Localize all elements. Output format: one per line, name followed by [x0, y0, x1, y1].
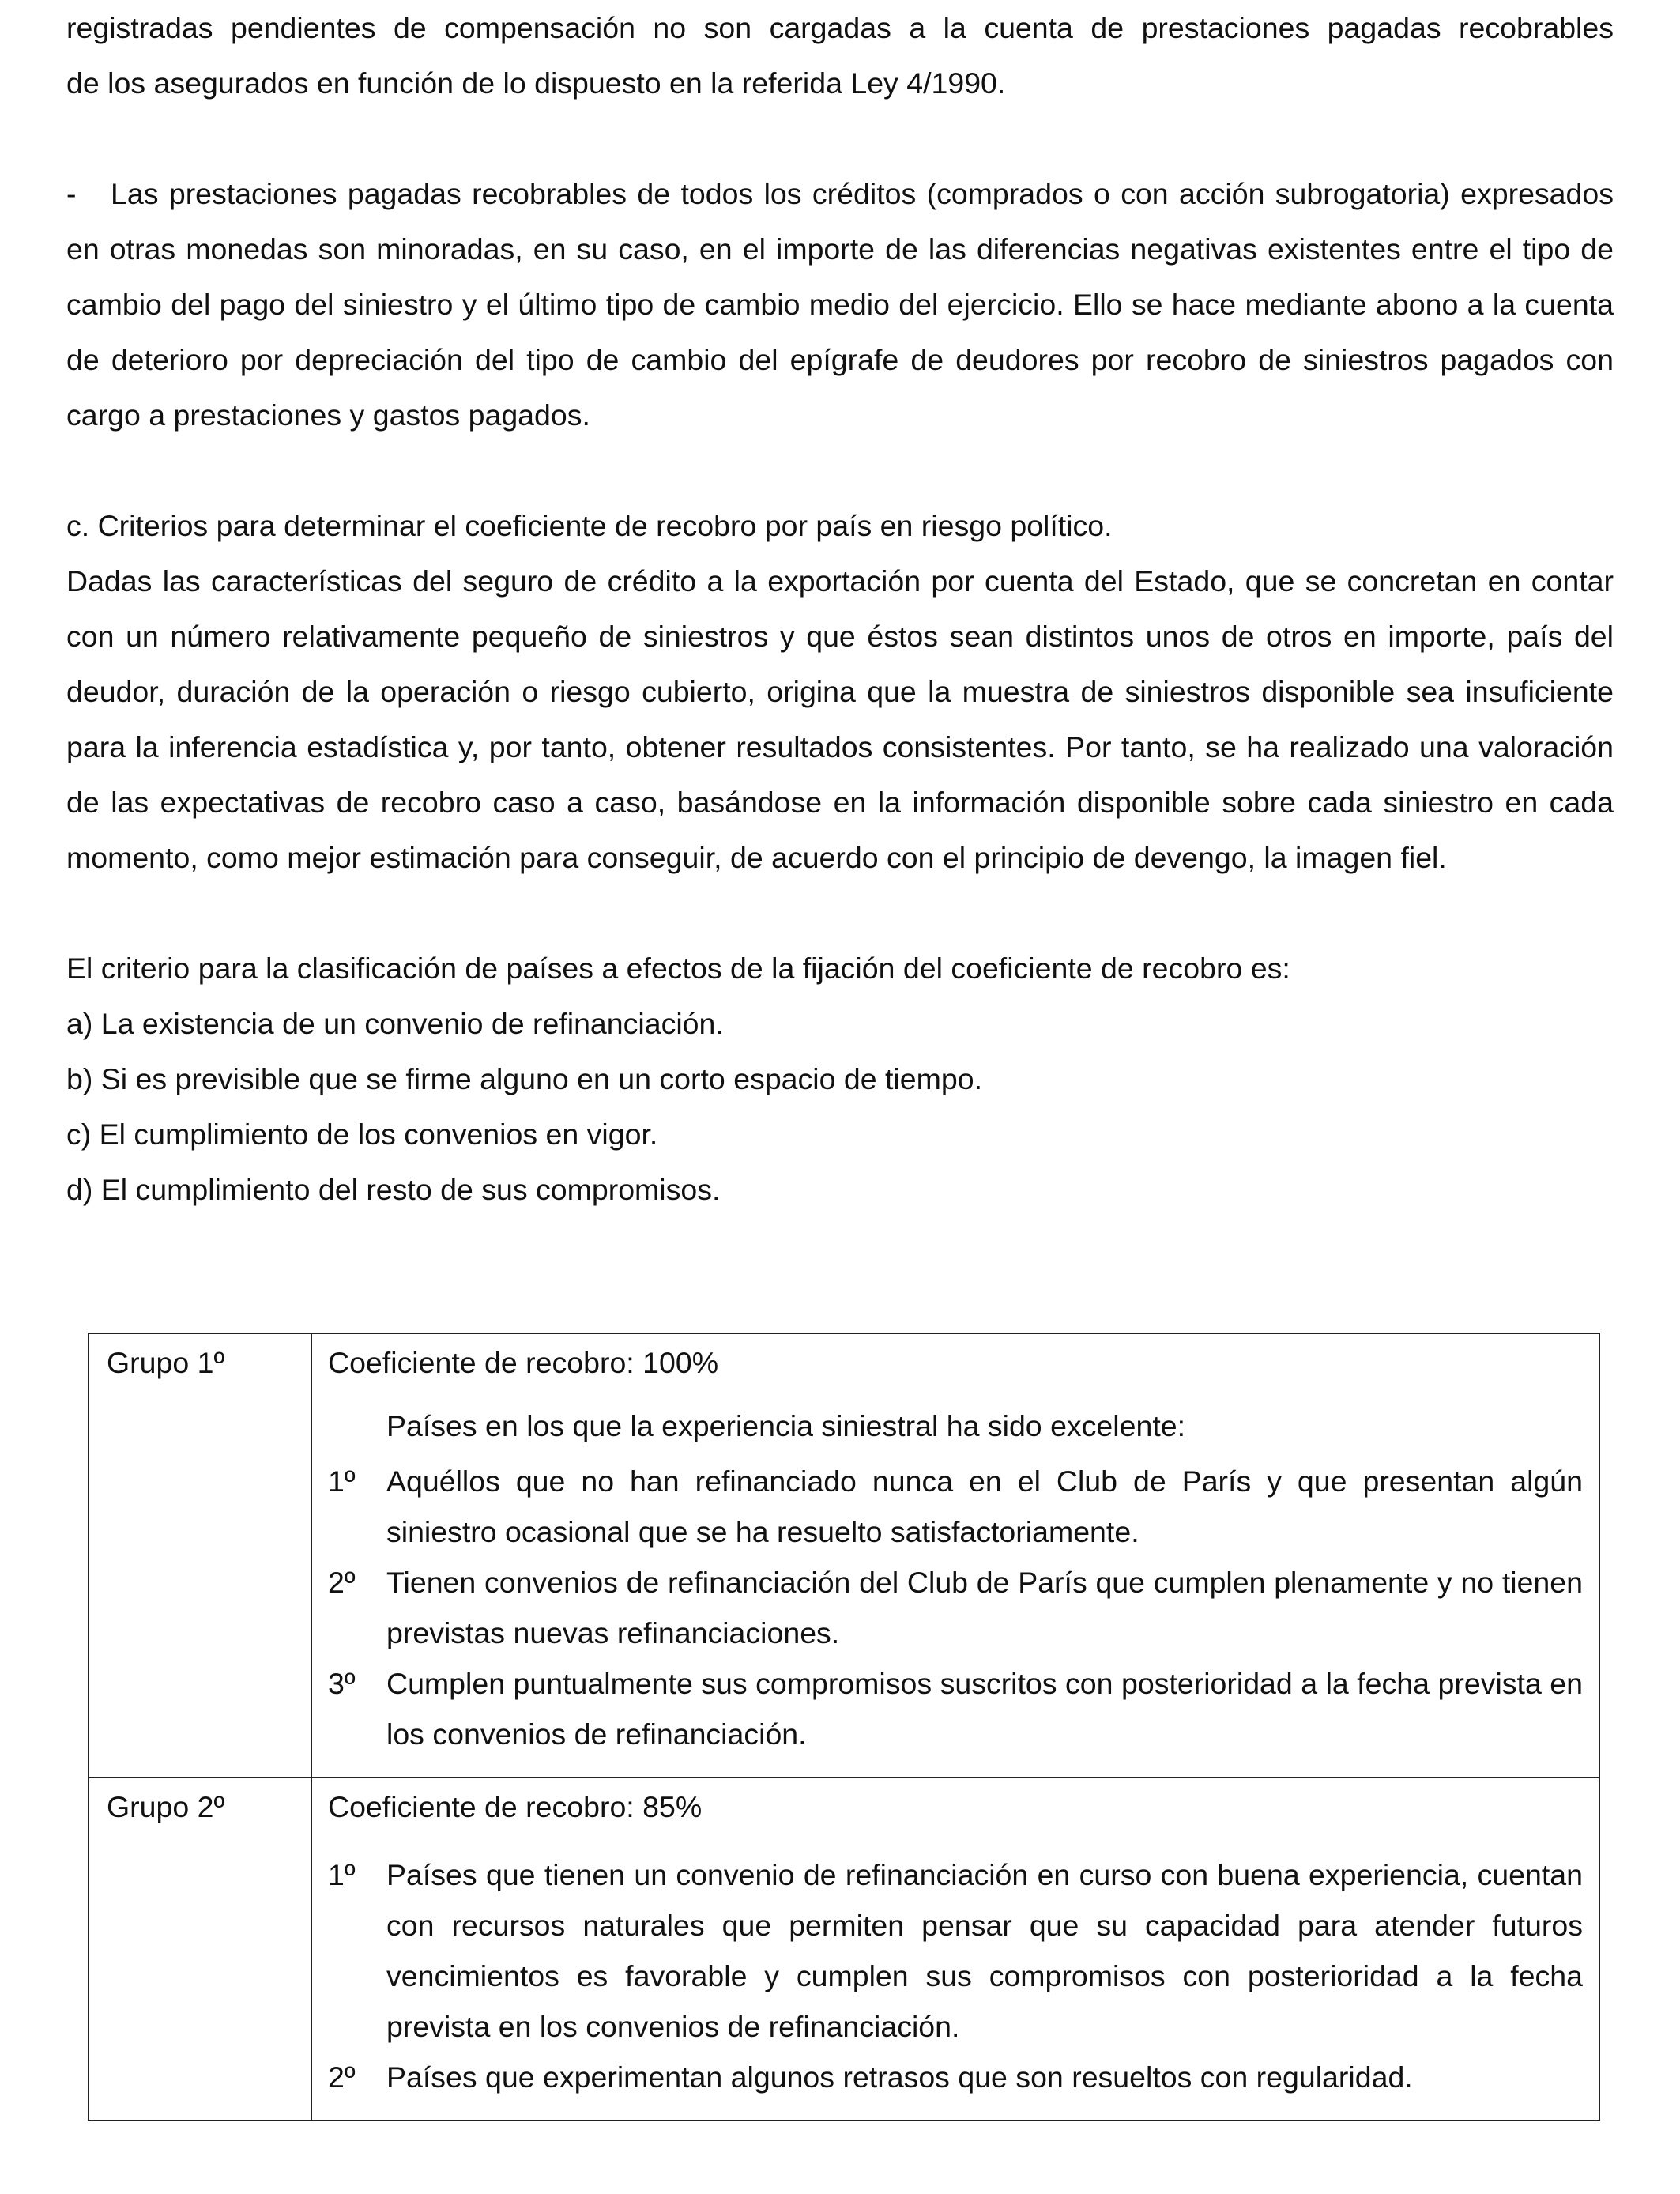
paragraph-continuation-line-1: registradas pendientes de compensación no son cargadas a la cuenta de prestaciones pagadas recobrables — [66, 11, 1614, 44]
group-intro: Países en los que la experiencia siniestral ha sido excelente: — [386, 1409, 1186, 1442]
group-description-cell — [311, 1333, 1599, 1777]
criterion-a: a) La existencia de un convenio de refinanciación. — [66, 1007, 724, 1040]
table-row — [89, 1777, 1599, 2120]
section-c-heading: c. Criterios para determinar el coeficiente de recobro por país en riesgo político. — [66, 509, 1113, 542]
criterion-item — [328, 1456, 1583, 1557]
criterion-number: 2º — [328, 1566, 356, 1599]
criterion-item — [328, 1658, 1583, 1759]
group-name-cell: Grupo 1º — [89, 1333, 311, 1777]
criterion-d: d) El cumplimiento del resto de sus compromisos. — [66, 1173, 721, 1206]
criterion-number: 2º — [328, 2060, 356, 2094]
criterion-text: Cumplen puntualmente sus compromisos suscritos con posterioridad a la fecha prevista en los convenios de refinanciación. — [386, 1667, 1583, 1751]
coefficient-label: Coeficiente de recobro: 100% — [328, 1346, 719, 1379]
criterion-text: Países que tienen un convenio de refinanciación en curso con buena experiencia, cuentan con recursos naturales que permiten pensar que su capacidad para atender futuros vencimientos es favorable y cumplen sus compromisos con posterioridad a la fecha prevista en los convenios de refinanciación. — [386, 1858, 1583, 2043]
spacer — [66, 443, 1614, 498]
groups-table — [88, 1333, 1600, 2121]
group-description-cell — [311, 1777, 1599, 2120]
group-name-cell: Grupo 2º — [89, 1777, 311, 2120]
coefficient-label: Coeficiente de recobro: 85% — [328, 1790, 703, 1823]
spacer — [66, 111, 1614, 166]
criterion-text: Países que experimentan algunos retrasos que son resueltos con regularidad. — [386, 2060, 1413, 2094]
criterion-item — [328, 1849, 1583, 2052]
criterion-item — [328, 1557, 1583, 1658]
criterion-item — [328, 2052, 1583, 2102]
criterion-number: 3º — [328, 1667, 356, 1700]
criteria-explanation-paragraph: Dadas las características del seguro de crédito a la exportación por cuenta del Estado, que se concretan en contar con un número relativamente pequeño de siniestros y que éstos sean distintos unos de otros en importe, país del deudor, duración de la operación o riesgo cubierto, origina que la muestra de siniestros disponible sea insuficiente para la inferencia estadística y, por tanto, obtener resultados consistentes. Por tanto, se ha realizado una valoración de las expectativas de recobro caso a caso, basándose en la información disponible sobre cada siniestro en cada momento, como mejor estimación para conseguir, de acuerdo con el principio de devengo, la imagen fiel. — [66, 564, 1614, 874]
criterion-b: b) Si es previsible que se firme alguno en un corto espacio de tiempo. — [66, 1062, 982, 1095]
paragraph-continuation-line-2: de los asegurados en función de lo dispuesto en la referida Ley 4/1990. — [66, 66, 1006, 100]
table-row — [89, 1333, 1599, 1777]
criterion-c: c) El cumplimiento de los convenios en vigor. — [66, 1118, 658, 1151]
criterion-text: Tienen convenios de refinanciación del Club de París que cumplen plenamente y no tienen previstas nuevas refinanciaciones. — [386, 1566, 1583, 1649]
dash-marker: - — [66, 177, 77, 210]
criteria-intro: El criterio para la clasificación de países a efectos de la fijación del coeficiente de recobro es: — [66, 952, 1290, 985]
criterion-number: 1º — [328, 1858, 356, 1891]
criterion-text: Aquéllos que no han refinanciado nunca en el Club de París y que presentan algún siniestro ocasional que se ha resuelto satisfactoriamente. — [386, 1465, 1583, 1548]
recovery-coefficient-table — [88, 1333, 1600, 2121]
criterion-number: 1º — [328, 1465, 356, 1498]
document-page — [66, 0, 1614, 1217]
spacer — [66, 885, 1614, 941]
prestaciones-paragraph: Las prestaciones pagadas recobrables de todos los créditos (comprados o con acción subrogatoria) expresados en otras monedas son minoradas, en su caso, en el importe de las diferencias negativas existentes entre el tipo de cambio del pago del siniestro y el último tipo de cambio medio del ejercicio. Ello se hace mediante abono a la cuenta de deterioro por depreciación del tipo de cambio del epígrafe de deudores por recobro de siniestros pagados con cargo a prestaciones y gastos pagados. — [66, 177, 1614, 432]
